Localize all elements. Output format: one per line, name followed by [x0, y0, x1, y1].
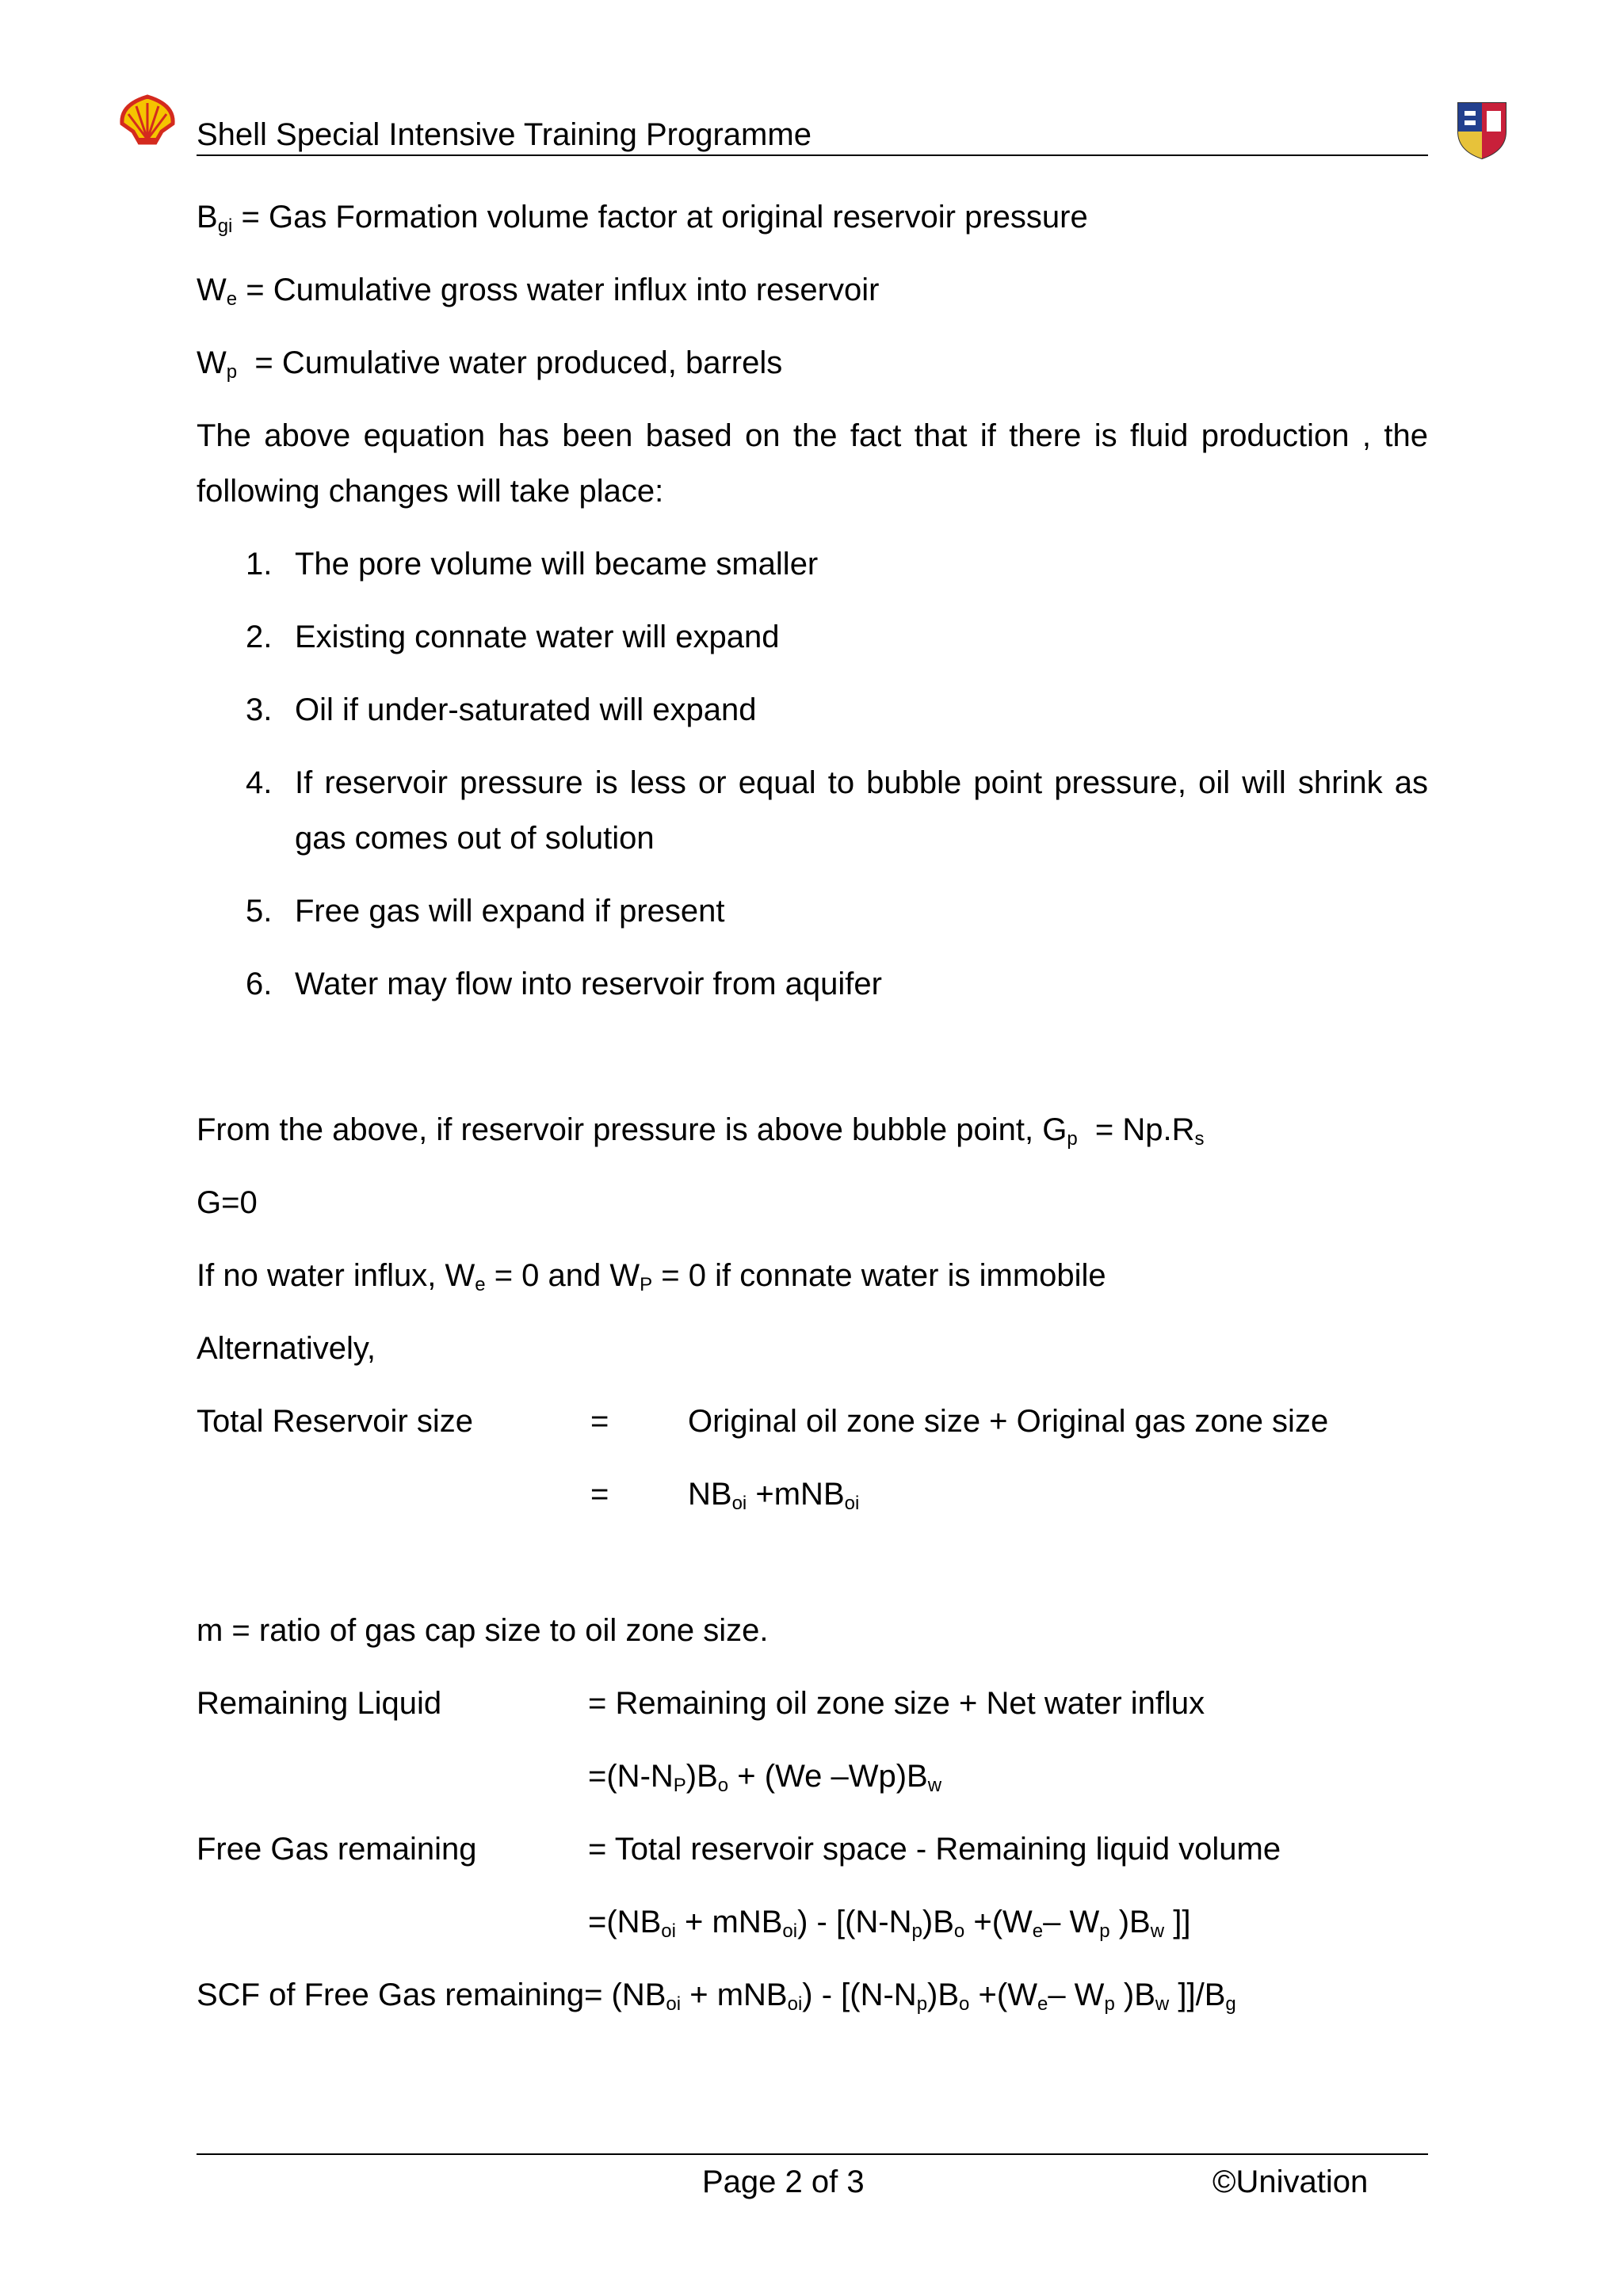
formula-part: +(W: [969, 1978, 1037, 2012]
list-item-text: If reservoir pressure is less or equal to bubble point pressure, oil will shrink as: [295, 765, 1428, 800]
formula-part: )B: [1109, 1905, 1151, 1939]
formula-subscript: g: [1225, 1993, 1236, 2015]
formula-part: )B: [685, 1759, 718, 1794]
page-number: Page 2 of 3: [702, 2164, 865, 2199]
list-item-number: 5.: [246, 894, 273, 929]
crest-logo: [1455, 100, 1509, 160]
formula-part: + (We –Wp)B: [728, 1759, 928, 1794]
definition-wp-symbol: W: [197, 345, 227, 380]
definition-wp-text: = Cumulative water produced, barrels: [237, 345, 783, 380]
total-size-value: Original oil zone size + Original gas zone size: [688, 1404, 1329, 1439]
formula-subscript: e: [1032, 1920, 1044, 1942]
total-size-equals-2: =: [590, 1477, 609, 1512]
definition-we-subscript: e: [226, 288, 238, 310]
g-zero-line: G=0: [197, 1185, 258, 1220]
alternatively-line: Alternatively,: [197, 1331, 376, 1366]
definition-wp-subscript: p: [226, 361, 238, 383]
we-subscript: e: [475, 1274, 486, 1295]
formula-part: )B: [922, 1905, 954, 1939]
total-size-equals: =: [590, 1404, 609, 1439]
definition-bgi: [197, 198, 1088, 236]
formula-part: +(W: [964, 1905, 1033, 1939]
free-gas-formula: [588, 1903, 1190, 1941]
formula-subscript: oi: [666, 1993, 682, 2015]
free-gas-label: Free Gas remaining: [197, 1832, 477, 1867]
intro-line-2: following changes will take place:: [197, 474, 664, 509]
list-item-number: 4.: [246, 765, 273, 800]
crest-logo-icon: [1455, 100, 1509, 160]
above-text: From the above, if reservoir pressure is above bubble point, G: [197, 1112, 1067, 1147]
formula-part: + mNB: [681, 1978, 788, 2012]
gp-subscript: p: [1067, 1128, 1078, 1150]
definition-bgi-symbol: B: [197, 200, 218, 235]
total-size-label: Total Reservoir size: [197, 1404, 474, 1439]
formula-part: )B: [927, 1978, 960, 2012]
list-item-number: 1.: [246, 547, 273, 582]
formula-part: SCF of Free Gas remaining= (NB: [197, 1978, 666, 2012]
list-item-text: Oil if under-saturated will expand: [295, 692, 757, 727]
formula-subscript: o: [953, 1920, 965, 1942]
formula-subscript: o: [959, 1993, 970, 2015]
formula-part: +mNB: [747, 1477, 845, 1512]
formula-part: – W: [1048, 1978, 1105, 2012]
definition-we: [197, 271, 879, 309]
rs-subscript: s: [1194, 1128, 1205, 1150]
definition-we-symbol: W: [197, 273, 227, 307]
remaining-liquid-value: = Remaining oil zone size + Net water influx: [588, 1686, 1205, 1721]
list-item-text: Existing connate water will expand: [295, 620, 780, 654]
formula-subscript: w: [1155, 1993, 1170, 2015]
free-gas-value: = Total reservoir space - Remaining liquid volume: [588, 1832, 1281, 1867]
list-item-number: 2.: [246, 620, 273, 654]
footer-rule: [197, 2153, 1428, 2155]
no-influx-line: [197, 1257, 1106, 1295]
np-rs-text: = Np.R: [1077, 1112, 1195, 1147]
m-definition: m = ratio of gas cap size to oil zone size.: [197, 1613, 769, 1648]
formula-part: =(N-N: [588, 1759, 674, 1794]
copyright: ©Univation: [1212, 2164, 1369, 2199]
formula-subscript: oi: [661, 1920, 676, 1942]
formula-part: =(NB: [588, 1905, 662, 1939]
above-bubble-point-line: [197, 1111, 1205, 1149]
formula-subscript: oi: [782, 1920, 798, 1942]
no-influx-text-1: If no water influx, W: [197, 1258, 475, 1293]
formula-subscript: p: [916, 1993, 928, 2015]
intro-line-1: The above equation has been based on the fact that if there is fluid production , the: [197, 418, 1428, 453]
formula-subscript: oi: [844, 1493, 860, 1514]
formula-subscript: w: [927, 1775, 942, 1796]
formula-subscript: w: [1150, 1920, 1165, 1942]
list-item-text: Water may flow into reservoir from aquifer: [295, 967, 882, 1001]
list-item-number: 6.: [246, 967, 273, 1001]
formula-subscript: p: [1104, 1993, 1115, 2015]
shell-logo: [119, 93, 176, 149]
formula-part: + mNB: [675, 1905, 783, 1939]
formula-subscript: p: [1099, 1920, 1110, 1942]
formula-part: NB: [688, 1477, 732, 1512]
formula-subscript: oi: [787, 1993, 803, 2015]
total-size-formula: [688, 1475, 859, 1513]
formula-subscript: P: [673, 1775, 686, 1796]
formula-part: – W: [1043, 1905, 1100, 1939]
formula-part: )B: [1114, 1978, 1155, 2012]
no-influx-text-3: = 0 if connate water is immobile: [652, 1258, 1106, 1293]
header-rule: [197, 154, 1428, 156]
definition-bgi-text: = Gas Formation volume factor at original reservoir pressure: [232, 200, 1088, 235]
remaining-liquid-formula: [588, 1757, 941, 1795]
formula-part: ]]: [1164, 1905, 1191, 1939]
formula-part: ) - [(N-N: [797, 1905, 912, 1939]
definition-bgi-subscript: gi: [217, 215, 233, 237]
scf-formula: [197, 1976, 1236, 2014]
definition-wp: [197, 344, 782, 382]
wp-subscript: P: [640, 1274, 653, 1295]
definition-we-text: = Cumulative gross water influx into reservoir: [237, 273, 880, 307]
list-item-text-continued: gas comes out of solution: [295, 821, 655, 856]
list-item-text: Free gas will expand if present: [295, 894, 725, 929]
shell-logo-icon: [119, 93, 176, 149]
formula-part: ]]/B: [1169, 1978, 1226, 2012]
formula-subscript: e: [1037, 1993, 1048, 2015]
formula-subscript: p: [911, 1920, 922, 1942]
formula-subscript: o: [717, 1775, 729, 1796]
remaining-liquid-label: Remaining Liquid: [197, 1686, 442, 1721]
list-item-number: 3.: [246, 692, 273, 727]
formula-subscript: oi: [731, 1493, 747, 1514]
formula-part: ) - [(N-N: [802, 1978, 917, 2012]
header-title: Shell Special Intensive Training Programme: [197, 117, 812, 152]
list-item-text: The pore volume will became smaller: [295, 547, 819, 582]
no-influx-text-2: = 0 and W: [485, 1258, 640, 1293]
